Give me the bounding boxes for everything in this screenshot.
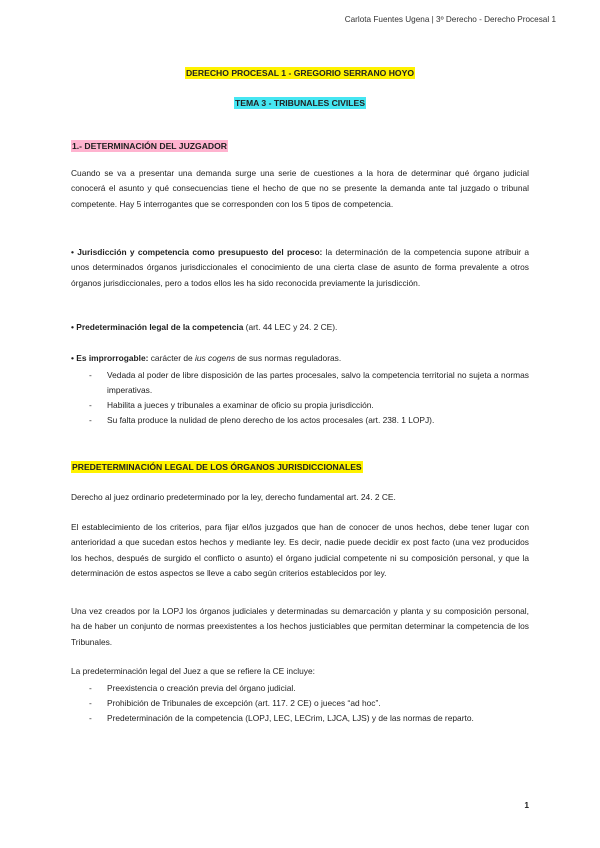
section2-p3: Una vez creados por la LOPJ los órganos judiciales y determinadas su demarcación y planta y su composición personal, ha de haber un conjunto de normas preexistentes a los hechos justiciables que permitan determinar la competencia de los Tribunales. [71,606,529,647]
bullet-improrrogable-italic: ius cogens [194,353,236,363]
section2-heading [71,462,363,472]
bullet-improrrogable-text-b: de sus normas reguladoras. [235,353,342,363]
list-item-text: Predeterminación de la competencia (LOPJ, LEC, LECrim, LJCA, LJS) y de las normas de reparto. [107,713,474,723]
bullet-jurisdiccion-bold: • Jurisdicción y competencia como presupuesto del proceso: [71,247,323,257]
section2-p1: Derecho al juez ordinario predeterminado por la ley, derecho fundamental art. 24. 2 CE. [71,492,396,502]
page-number: 1 [524,800,529,810]
list-dash: - [89,713,92,723]
tema-title-text: TEMA 3 - TRIBUNALES CIVILES [234,98,366,108]
list-item-text: Habilita a jueces y tribunales a examinar de oficio su propia jurisdicción. [107,400,374,410]
improrrogable-sublist [71,368,529,428]
bullet-improrrogable-text-a: carácter de [148,353,195,363]
section2-p4: La predeterminación legal del Juez a que se refiere la CE incluye: [71,666,315,676]
bullet-predeterminacion-text: (art. 44 LEC y 24. 2 CE). [243,322,338,332]
list-item [71,413,529,428]
list-item-text: Preexistencia o creación previa del órgano judicial. [107,683,296,693]
list-item [71,681,529,696]
section1-heading [71,141,228,151]
list-dash: - [89,415,92,425]
bullet-jurisdiccion-text: la determinación de la competencia supone atribuir a unos determinados órganos jurisdiccionales el conocimiento de una cierta clase de asunto de forma prevalente a otros órganos jurisdiccionales, pero a todos ellos les ha sido reconocida previamente la jurisdicción. [71,247,529,288]
page-header: Carlota Fuentes Ugena | 3º Derecho - Derecho Procesal 1 [344,15,556,24]
list-dash: - [89,370,92,380]
bullet-improrrogable [71,351,529,366]
list-item [71,398,529,413]
document-title-text: DERECHO PROCESAL 1 - GREGORIO SERRANO HOYO [185,68,415,78]
predeterminacion-list [71,681,529,726]
bullet-jurisdiccion [71,245,529,291]
list-item-text: Su falta produce la nulidad de pleno derecho de los actos procesales (art. 238. 1 LOPJ). [107,415,435,425]
document-title [0,68,600,78]
section2-heading-text: PREDETERMINACIÓN LEGAL DE LOS ÓRGANOS JURISDICCIONALES [72,462,362,472]
list-item [71,696,529,711]
section2-p2: El establecimiento de los criterios, para fijar el/los juzgados que han de conocer de unos hechos, debe tener lugar con anterioridad a que sucedan estos hechos y mediante ley. Es decir, nadie puede decidir ex post facto (una vez producidos los hechos, después de surgido el conflicto o asunto) el órgano judicial competente ni su composición personal, y que la determinación de estos aspectos se lleve a cabo según criterios establecidos por ley. [71,522,529,579]
section1-heading-text: 1.- DETERMINACIÓN DEL JUZGADOR [72,141,228,151]
list-dash: - [89,698,92,708]
list-item [71,368,529,398]
list-item-text: Vedada al poder de libre disposición de las partes procesales, salvo la competencia territorial no sujeta a normas imperativas. [107,370,529,395]
bullet-predeterminacion [71,320,529,335]
tema-title [0,98,600,108]
bullet-improrrogable-bold: • Es improrrogable: [71,353,149,363]
list-item-text: Prohibición de Tribunales de excepción (art. 117. 2 CE) o jueces “ad hoc”. [107,698,381,708]
section1-intro: Cuando se va a presentar una demanda surge una serie de cuestiones a la hora de determinar qué órgano judicial conocerá el asunto y qué consecuencias tiene el hecho de que no se presente la demanda ante tal juzgado o tribunal competente. Hay 5 interrogantes que se corresponden con los 5 tipos de competencia. [71,168,529,209]
list-dash: - [89,400,92,410]
list-dash: - [89,683,92,693]
bullet-predeterminacion-bold: • Predeterminación legal de la competencia [71,322,244,332]
list-item [71,711,529,726]
